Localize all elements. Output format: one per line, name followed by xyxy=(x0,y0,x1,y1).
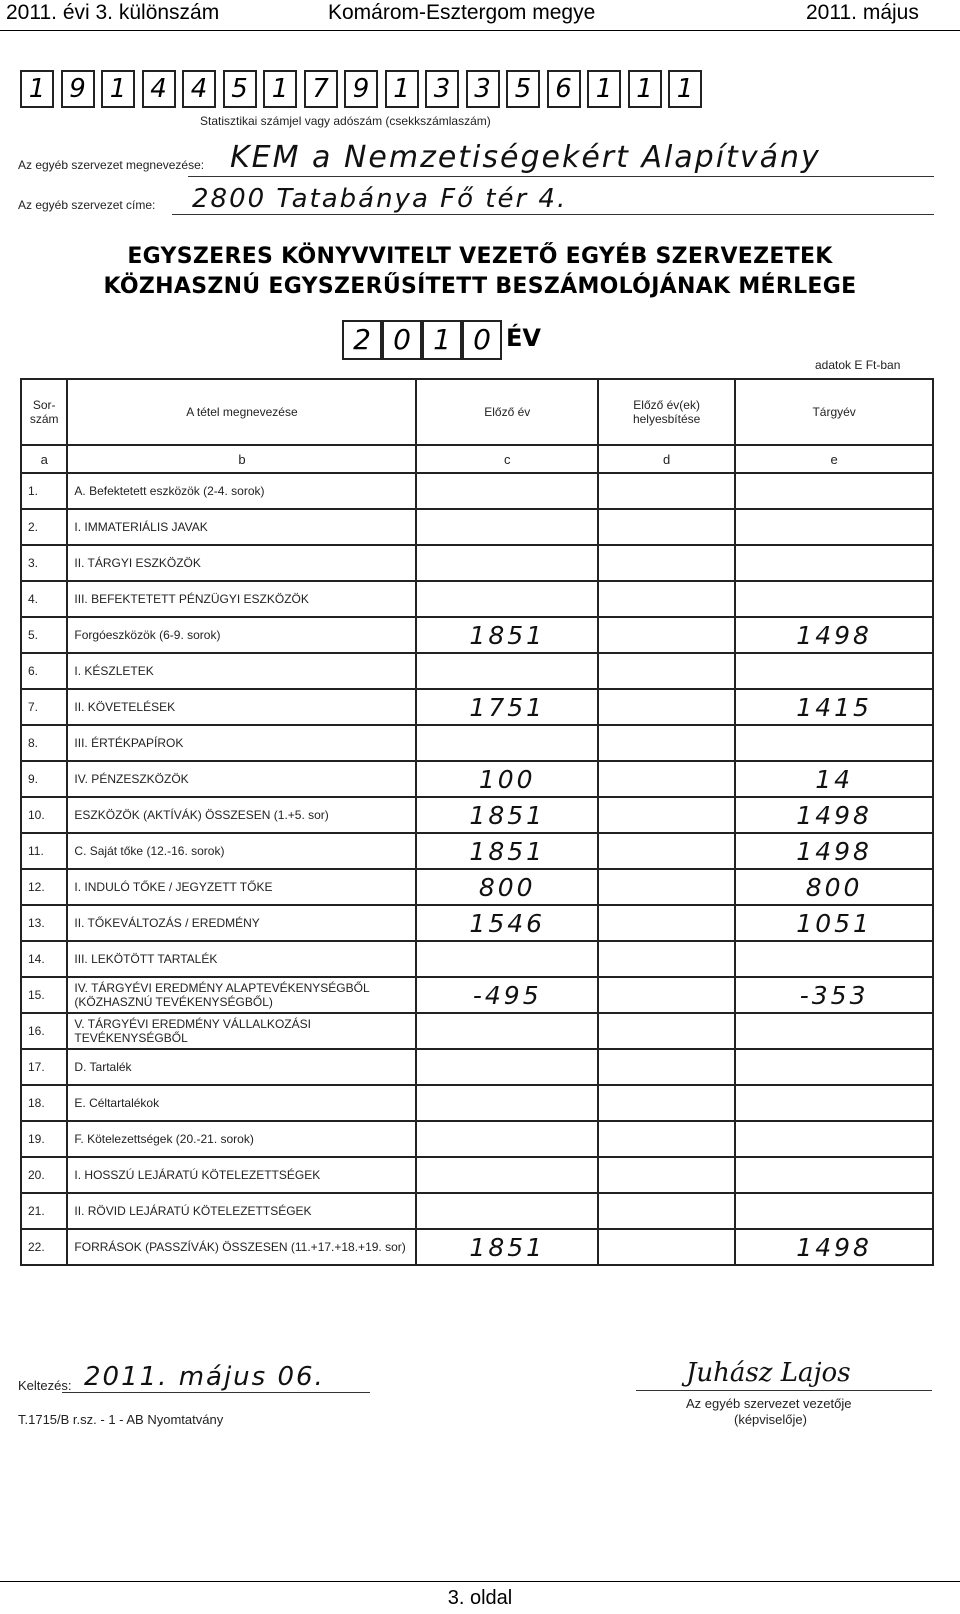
current-year-value xyxy=(735,545,933,581)
current-year-value xyxy=(735,1049,933,1085)
stat-digit-box: 1 xyxy=(20,70,54,108)
correction-value xyxy=(598,473,735,509)
signature-line xyxy=(636,1390,932,1391)
table-row xyxy=(21,1229,933,1265)
current-year-value: -353 xyxy=(735,977,933,1013)
correction-value xyxy=(598,869,735,905)
current-year-value: 1498 xyxy=(735,797,933,833)
row-item-name: V. TÁRGYÉVI EREDMÉNY VÁLLALKOZÁSI TEVÉKENYSÉGBŐL xyxy=(67,1013,416,1049)
row-item-name: ESZKÖZÖK (AKTÍVÁK) ÖSSZESEN (1.+5. sor) xyxy=(67,797,416,833)
correction-value xyxy=(598,509,735,545)
org-name-value: KEM a Nemzetiségekért Alapítvány xyxy=(230,140,821,175)
row-number: 21. xyxy=(21,1193,67,1229)
stat-digit-box: 9 xyxy=(344,70,378,108)
correction-value xyxy=(598,1085,735,1121)
table-row xyxy=(21,1193,933,1229)
signer-caption: Az egyéb szervezet vezetője xyxy=(686,1396,852,1411)
correction-value xyxy=(598,797,735,833)
col-letter: d xyxy=(598,445,735,473)
prev-year-value xyxy=(416,1157,598,1193)
year-suffix: ÉV xyxy=(506,324,541,352)
row-item-name: III. BEFEKTETETT PÉNZÜGYI ESZKÖZÖK xyxy=(67,581,416,617)
correction-value xyxy=(598,1121,735,1157)
row-item-name: I. HOSSZÚ LEJÁRATÚ KÖTELEZETTSÉGEK xyxy=(67,1157,416,1193)
table-row xyxy=(21,509,933,545)
current-year-value: 1051 xyxy=(735,905,933,941)
correction-value xyxy=(598,1229,735,1265)
row-item-name: E. Céltartalékok xyxy=(67,1085,416,1121)
prev-year-value xyxy=(416,653,598,689)
correction-value xyxy=(598,653,735,689)
table-row xyxy=(21,581,933,617)
row-item-name: III. LEKÖTÖTT TARTALÉK xyxy=(67,941,416,977)
table-row xyxy=(21,1085,933,1121)
table-row xyxy=(21,905,933,941)
row-item-name: F. Kötelezettségek (20.-21. sorok) xyxy=(67,1121,416,1157)
page-number: 3. oldal xyxy=(447,1587,513,1609)
org-address-label: Az egyéb szervezet címe: xyxy=(18,198,156,212)
stat-digit-box: 3 xyxy=(466,70,500,108)
table-row xyxy=(21,761,933,797)
current-year-value xyxy=(735,653,933,689)
date-line xyxy=(62,1392,370,1393)
current-year-value xyxy=(735,1193,933,1229)
stat-digit-box: 5 xyxy=(223,70,257,108)
current-year-value: 14 xyxy=(735,761,933,797)
current-year-value: 1498 xyxy=(735,1229,933,1265)
stat-digit-box: 1 xyxy=(263,70,297,108)
row-number: 2. xyxy=(21,509,67,545)
table-row xyxy=(21,977,933,1013)
col-header-current-year: Tárgyév xyxy=(735,379,933,445)
year-digit-box: 1 xyxy=(422,320,462,360)
signer-caption-sub: (képviselője) xyxy=(734,1412,807,1427)
prev-year-value xyxy=(416,1013,598,1049)
current-year-value xyxy=(735,941,933,977)
prev-year-value: 1851 xyxy=(416,1229,598,1265)
current-year-value xyxy=(735,725,933,761)
correction-value xyxy=(598,1193,735,1229)
table-row xyxy=(21,1013,933,1049)
table-row xyxy=(21,833,933,869)
col-header-rownum: Sor-szám xyxy=(21,379,67,445)
table-row xyxy=(21,797,933,833)
table-row xyxy=(21,1157,933,1193)
row-item-name: C. Saját tőke (12.-16. sorok) xyxy=(67,833,416,869)
correction-value xyxy=(598,617,735,653)
unit-note: adatok E Ft-ban xyxy=(815,358,901,372)
col-letter: e xyxy=(735,445,933,473)
current-year-value xyxy=(735,1121,933,1157)
table-row xyxy=(21,1121,933,1157)
current-year-value xyxy=(735,1157,933,1193)
current-year-value xyxy=(735,509,933,545)
prev-year-value: 1851 xyxy=(416,833,598,869)
prev-year-value: 1546 xyxy=(416,905,598,941)
col-header-prev-year: Előző év xyxy=(416,379,598,445)
form-title-line1: EGYSZERES KÖNYVVITELT VEZETŐ EGYÉB SZERVEZETEK xyxy=(127,244,833,269)
stat-digit-box: 4 xyxy=(182,70,216,108)
current-year-value: 1415 xyxy=(735,689,933,725)
row-number: 19. xyxy=(21,1121,67,1157)
prev-year-value xyxy=(416,941,598,977)
row-number: 14. xyxy=(21,941,67,977)
correction-value xyxy=(598,725,735,761)
row-item-name: I. INDULÓ TŐKE / JEGYZETT TŐKE xyxy=(67,869,416,905)
correction-value xyxy=(598,1013,735,1049)
stat-digit-box: 1 xyxy=(628,70,662,108)
stat-digit-box: 1 xyxy=(587,70,621,108)
row-item-name: II. TÁRGYI ESZKÖZÖK xyxy=(67,545,416,581)
page-header xyxy=(0,0,960,31)
row-item-name: IV. TÁRGYÉVI EREDMÉNY ALAPTEVÉKENYSÉGBŐL (KÖZHASZNÚ TEVÉKENYSÉGBŐL) xyxy=(67,977,416,1013)
date-value: 2011. május 06. xyxy=(84,1362,325,1392)
current-year-value: 1498 xyxy=(735,617,933,653)
form-title-line2: KÖZHASZNÚ EGYSZERŰSÍTETT BESZÁMOLÓJÁNAK MÉRLEGE xyxy=(103,274,857,299)
row-number: 18. xyxy=(21,1085,67,1121)
row-number: 20. xyxy=(21,1157,67,1193)
col-header-item: A tétel megnevezése xyxy=(67,379,416,445)
prev-year-value xyxy=(416,725,598,761)
prev-year-value: 800 xyxy=(416,869,598,905)
prev-year-value xyxy=(416,545,598,581)
correction-value xyxy=(598,689,735,725)
table-row xyxy=(21,545,933,581)
row-number: 17. xyxy=(21,1049,67,1085)
row-number: 22. xyxy=(21,1229,67,1265)
row-item-name: A. Befektetett eszközök (2-4. sorok) xyxy=(67,473,416,509)
prev-year-value: 1751 xyxy=(416,689,598,725)
row-number: 1. xyxy=(21,473,67,509)
current-year-value xyxy=(735,581,933,617)
row-item-name: I. KÉSZLETEK xyxy=(67,653,416,689)
stat-digit-box: 6 xyxy=(547,70,581,108)
table-row xyxy=(21,941,933,977)
prev-year-value: 1851 xyxy=(416,797,598,833)
correction-value xyxy=(598,1049,735,1085)
form-code: T.1715/B r.sz. - 1 - AB Nyomtatvány xyxy=(18,1412,224,1427)
prev-year-value xyxy=(416,473,598,509)
prev-year-value: 100 xyxy=(416,761,598,797)
current-year-value xyxy=(735,1013,933,1049)
stat-digit-box: 4 xyxy=(142,70,176,108)
row-item-name: D. Tartalék xyxy=(67,1049,416,1085)
stat-digit-box: 9 xyxy=(61,70,95,108)
year-digit-box: 0 xyxy=(382,320,422,360)
row-number: 6. xyxy=(21,653,67,689)
date-label: Keltezés: xyxy=(18,1378,72,1393)
row-item-name: FORRÁSOK (PASSZÍVÁK) ÖSSZESEN (11.+17.+18.+19. sor) xyxy=(67,1229,416,1265)
row-number: 16. xyxy=(21,1013,67,1049)
column-letter-row xyxy=(21,445,933,473)
year-digit-box: 2 xyxy=(342,320,382,360)
correction-value xyxy=(598,941,735,977)
prev-year-value xyxy=(416,1049,598,1085)
stat-caption: Statisztikai számjel vagy adószám (csekkszámlaszám) xyxy=(200,114,491,128)
row-item-name: II. KÖVETELÉSEK xyxy=(67,689,416,725)
table-row xyxy=(21,1049,933,1085)
table-row xyxy=(21,617,933,653)
row-number: 7. xyxy=(21,689,67,725)
col-letter: a xyxy=(21,445,67,473)
signature: Juhász Lajos xyxy=(686,1358,851,1388)
stat-digit-box: 5 xyxy=(506,70,540,108)
correction-value xyxy=(598,761,735,797)
prev-year-value xyxy=(416,1193,598,1229)
current-year-value: 800 xyxy=(735,869,933,905)
row-number: 5. xyxy=(21,617,67,653)
row-item-name: Forgóeszközök (6-9. sorok) xyxy=(67,617,416,653)
row-number: 11. xyxy=(21,833,67,869)
row-item-name: I. IMMATERIÁLIS JAVAK xyxy=(67,509,416,545)
scanned-form xyxy=(0,40,960,1500)
correction-value xyxy=(598,833,735,869)
row-number: 3. xyxy=(21,545,67,581)
prev-year-value: -495 xyxy=(416,977,598,1013)
row-number: 4. xyxy=(21,581,67,617)
org-name-line xyxy=(188,176,934,177)
row-number: 9. xyxy=(21,761,67,797)
correction-value xyxy=(598,977,735,1013)
correction-value xyxy=(598,905,735,941)
header-issue: 2011. évi 3. különszám xyxy=(6,1,220,24)
header-date: 2011. május xyxy=(806,1,919,24)
current-year-value: 1498 xyxy=(735,833,933,869)
prev-year-value xyxy=(416,509,598,545)
table-header-row xyxy=(21,379,933,445)
table-row xyxy=(21,869,933,905)
prev-year-value xyxy=(416,1121,598,1157)
table-row xyxy=(21,725,933,761)
row-item-name: II. RÖVID LEJÁRATÚ KÖTELEZETTSÉGEK xyxy=(67,1193,416,1229)
correction-value xyxy=(598,545,735,581)
col-letter: c xyxy=(416,445,598,473)
prev-year-value xyxy=(416,581,598,617)
current-year-value xyxy=(735,473,933,509)
col-header-correction: Előző év(ek) helyesbítése xyxy=(598,379,735,445)
stat-digit-box: 3 xyxy=(425,70,459,108)
row-item-name: III. ÉRTÉKPAPÍROK xyxy=(67,725,416,761)
current-year-value xyxy=(735,1085,933,1121)
row-number: 13. xyxy=(21,905,67,941)
correction-value xyxy=(598,581,735,617)
correction-value xyxy=(598,1157,735,1193)
stat-digit-box: 1 xyxy=(385,70,419,108)
org-address-value: 2800 Tatabánya Fő tér 4. xyxy=(192,184,568,214)
col-letter: b xyxy=(67,445,416,473)
stat-digit-box: 1 xyxy=(101,70,135,108)
stat-digit-box: 1 xyxy=(668,70,702,108)
header-county: Komárom-Esztergom megye xyxy=(328,1,596,24)
year-digit-box: 0 xyxy=(462,320,502,360)
row-number: 8. xyxy=(21,725,67,761)
row-number: 15. xyxy=(21,977,67,1013)
row-number: 12. xyxy=(21,869,67,905)
table-row xyxy=(21,689,933,725)
stat-digit-box: 7 xyxy=(304,70,338,108)
row-number: 10. xyxy=(21,797,67,833)
org-address-line xyxy=(172,214,934,215)
page-footer xyxy=(0,1581,960,1614)
row-item-name: IV. PÉNZESZKÖZÖK xyxy=(67,761,416,797)
table-row xyxy=(21,473,933,509)
prev-year-value: 1851 xyxy=(416,617,598,653)
prev-year-value xyxy=(416,1085,598,1121)
row-item-name: II. TŐKEVÁLTOZÁS / EREDMÉNY xyxy=(67,905,416,941)
balance-sheet-table xyxy=(20,378,934,1266)
table-row xyxy=(21,653,933,689)
org-name-label: Az egyéb szervezet megnevezése: xyxy=(18,158,205,172)
